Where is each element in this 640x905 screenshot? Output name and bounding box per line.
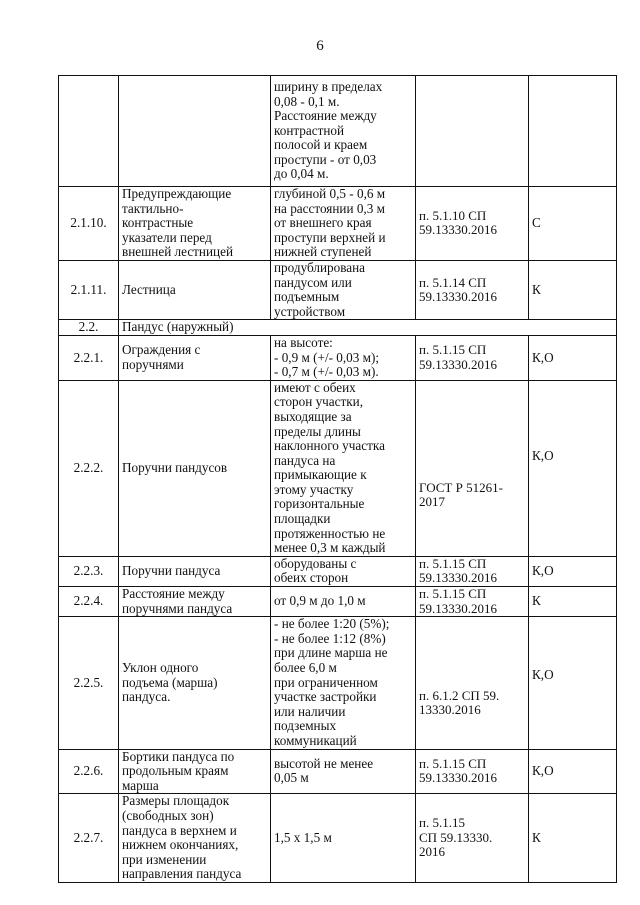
- item-number: 2.1.10.: [59, 187, 119, 261]
- item-requirement: высотой не менее 0,05 м: [271, 749, 416, 794]
- item-code: К,О: [529, 556, 617, 586]
- requirements-table: [58, 75, 617, 883]
- item-number: 2.2.7.: [59, 794, 119, 883]
- section-row: [59, 320, 617, 336]
- section-title: Пандус (наружный): [119, 320, 617, 336]
- table-row: [59, 76, 617, 187]
- table-row: [59, 187, 617, 261]
- item-number: 2.2.2.: [59, 380, 119, 556]
- item-reference: [416, 76, 529, 187]
- item-reference: п. 5.1.15 СП 59.13330.2016: [416, 335, 529, 380]
- table-row: [59, 749, 617, 794]
- item-code: К,О: [529, 335, 617, 380]
- item-number: 2.2.4.: [59, 587, 119, 617]
- item-name: [119, 76, 271, 187]
- item-number: [59, 76, 119, 187]
- item-requirement: ширину в пределах 0,08 - 0,1 м. Расстояние между контрастной полосой и краем проступи - от 0,03 до 0,04 м.: [271, 76, 416, 187]
- item-code: [529, 76, 617, 187]
- item-requirement: имеют с обеих сторон участки, выходящие за пределы длины наклонного участка пандуса на примыкающие к этому участку горизонтальные площадки протяженностью не менее 0,3 м каждый: [271, 380, 416, 556]
- table-row: [59, 335, 617, 380]
- item-name: Поручни пандусов: [119, 380, 271, 556]
- item-reference: ГОСТ Р 51261- 2017: [416, 380, 529, 556]
- item-requirement: на высоте: - 0,9 м (+/- 0,03 м); - 0,7 м (+/- 0,03 м).: [271, 335, 416, 380]
- item-name: Поручни пандуса: [119, 556, 271, 586]
- table-row: [59, 556, 617, 586]
- item-name: Ограждения с поручнями: [119, 335, 271, 380]
- item-name: Бортики пандуса по продольным краям марша: [119, 749, 271, 794]
- item-code: К,О: [529, 380, 617, 556]
- table-row: [59, 794, 617, 883]
- table-row: [59, 587, 617, 617]
- item-code: К: [529, 260, 617, 319]
- item-code: К,О: [529, 617, 617, 749]
- item-name: Размеры площадок (свободных зон) пандуса в верхнем и нижнем окончаниях, при изменении направления пандуса: [119, 794, 271, 883]
- item-number: 2.2.5.: [59, 617, 119, 749]
- table-row: [59, 380, 617, 556]
- item-name: Расстояние между поручнями пандуса: [119, 587, 271, 617]
- table-row: [59, 617, 617, 749]
- item-number: 2.2.6.: [59, 749, 119, 794]
- item-code: С: [529, 187, 617, 261]
- item-requirement: глубиной 0,5 - 0,6 м на расстоянии 0,3 м от внешнего края проступи верхней и нижней ступеней: [271, 187, 416, 261]
- page-number: 6: [316, 38, 324, 54]
- item-number: 2.1.11.: [59, 260, 119, 319]
- item-code: К: [529, 587, 617, 617]
- item-name: Предупреждающие тактильно- контрастные указатели перед внешней лестницей: [119, 187, 271, 261]
- item-reference: п. 5.1.15 СП 59.13330. 2016: [416, 794, 529, 883]
- item-reference: п. 5.1.10 СП 59.13330.2016: [416, 187, 529, 261]
- item-requirement: оборудованы с обеих сторон: [271, 556, 416, 586]
- item-requirement: от 0,9 м до 1,0 м: [271, 587, 416, 617]
- item-requirement: - не более 1:20 (5%); - не более 1:12 (8%) при длине марша не более 6,0 м при ограниченном участке застройки или наличии подземных коммуникаций: [271, 617, 416, 749]
- item-reference: п. 6.1.2 СП 59. 13330.2016: [416, 617, 529, 749]
- item-name: Уклон одного подъема (марша) пандуса.: [119, 617, 271, 749]
- item-reference: п. 5.1.15 СП 59.13330.2016: [416, 749, 529, 794]
- item-name: Лестница: [119, 260, 271, 319]
- item-number: 2.2.1.: [59, 335, 119, 380]
- item-requirement: продублирована пандусом или подъемным устройством: [271, 260, 416, 319]
- requirements-table-body: [59, 76, 617, 883]
- item-reference: п. 5.1.15 СП 59.13330.2016: [416, 556, 529, 586]
- item-requirement: 1,5 х 1,5 м: [271, 794, 416, 883]
- item-number: 2.2.3.: [59, 556, 119, 586]
- item-code: К: [529, 794, 617, 883]
- item-code: К,О: [529, 749, 617, 794]
- table-row: [59, 260, 617, 319]
- section-number: 2.2.: [59, 320, 119, 336]
- item-reference: п. 5.1.15 СП 59.13330.2016: [416, 587, 529, 617]
- item-reference: п. 5.1.14 СП 59.13330.2016: [416, 260, 529, 319]
